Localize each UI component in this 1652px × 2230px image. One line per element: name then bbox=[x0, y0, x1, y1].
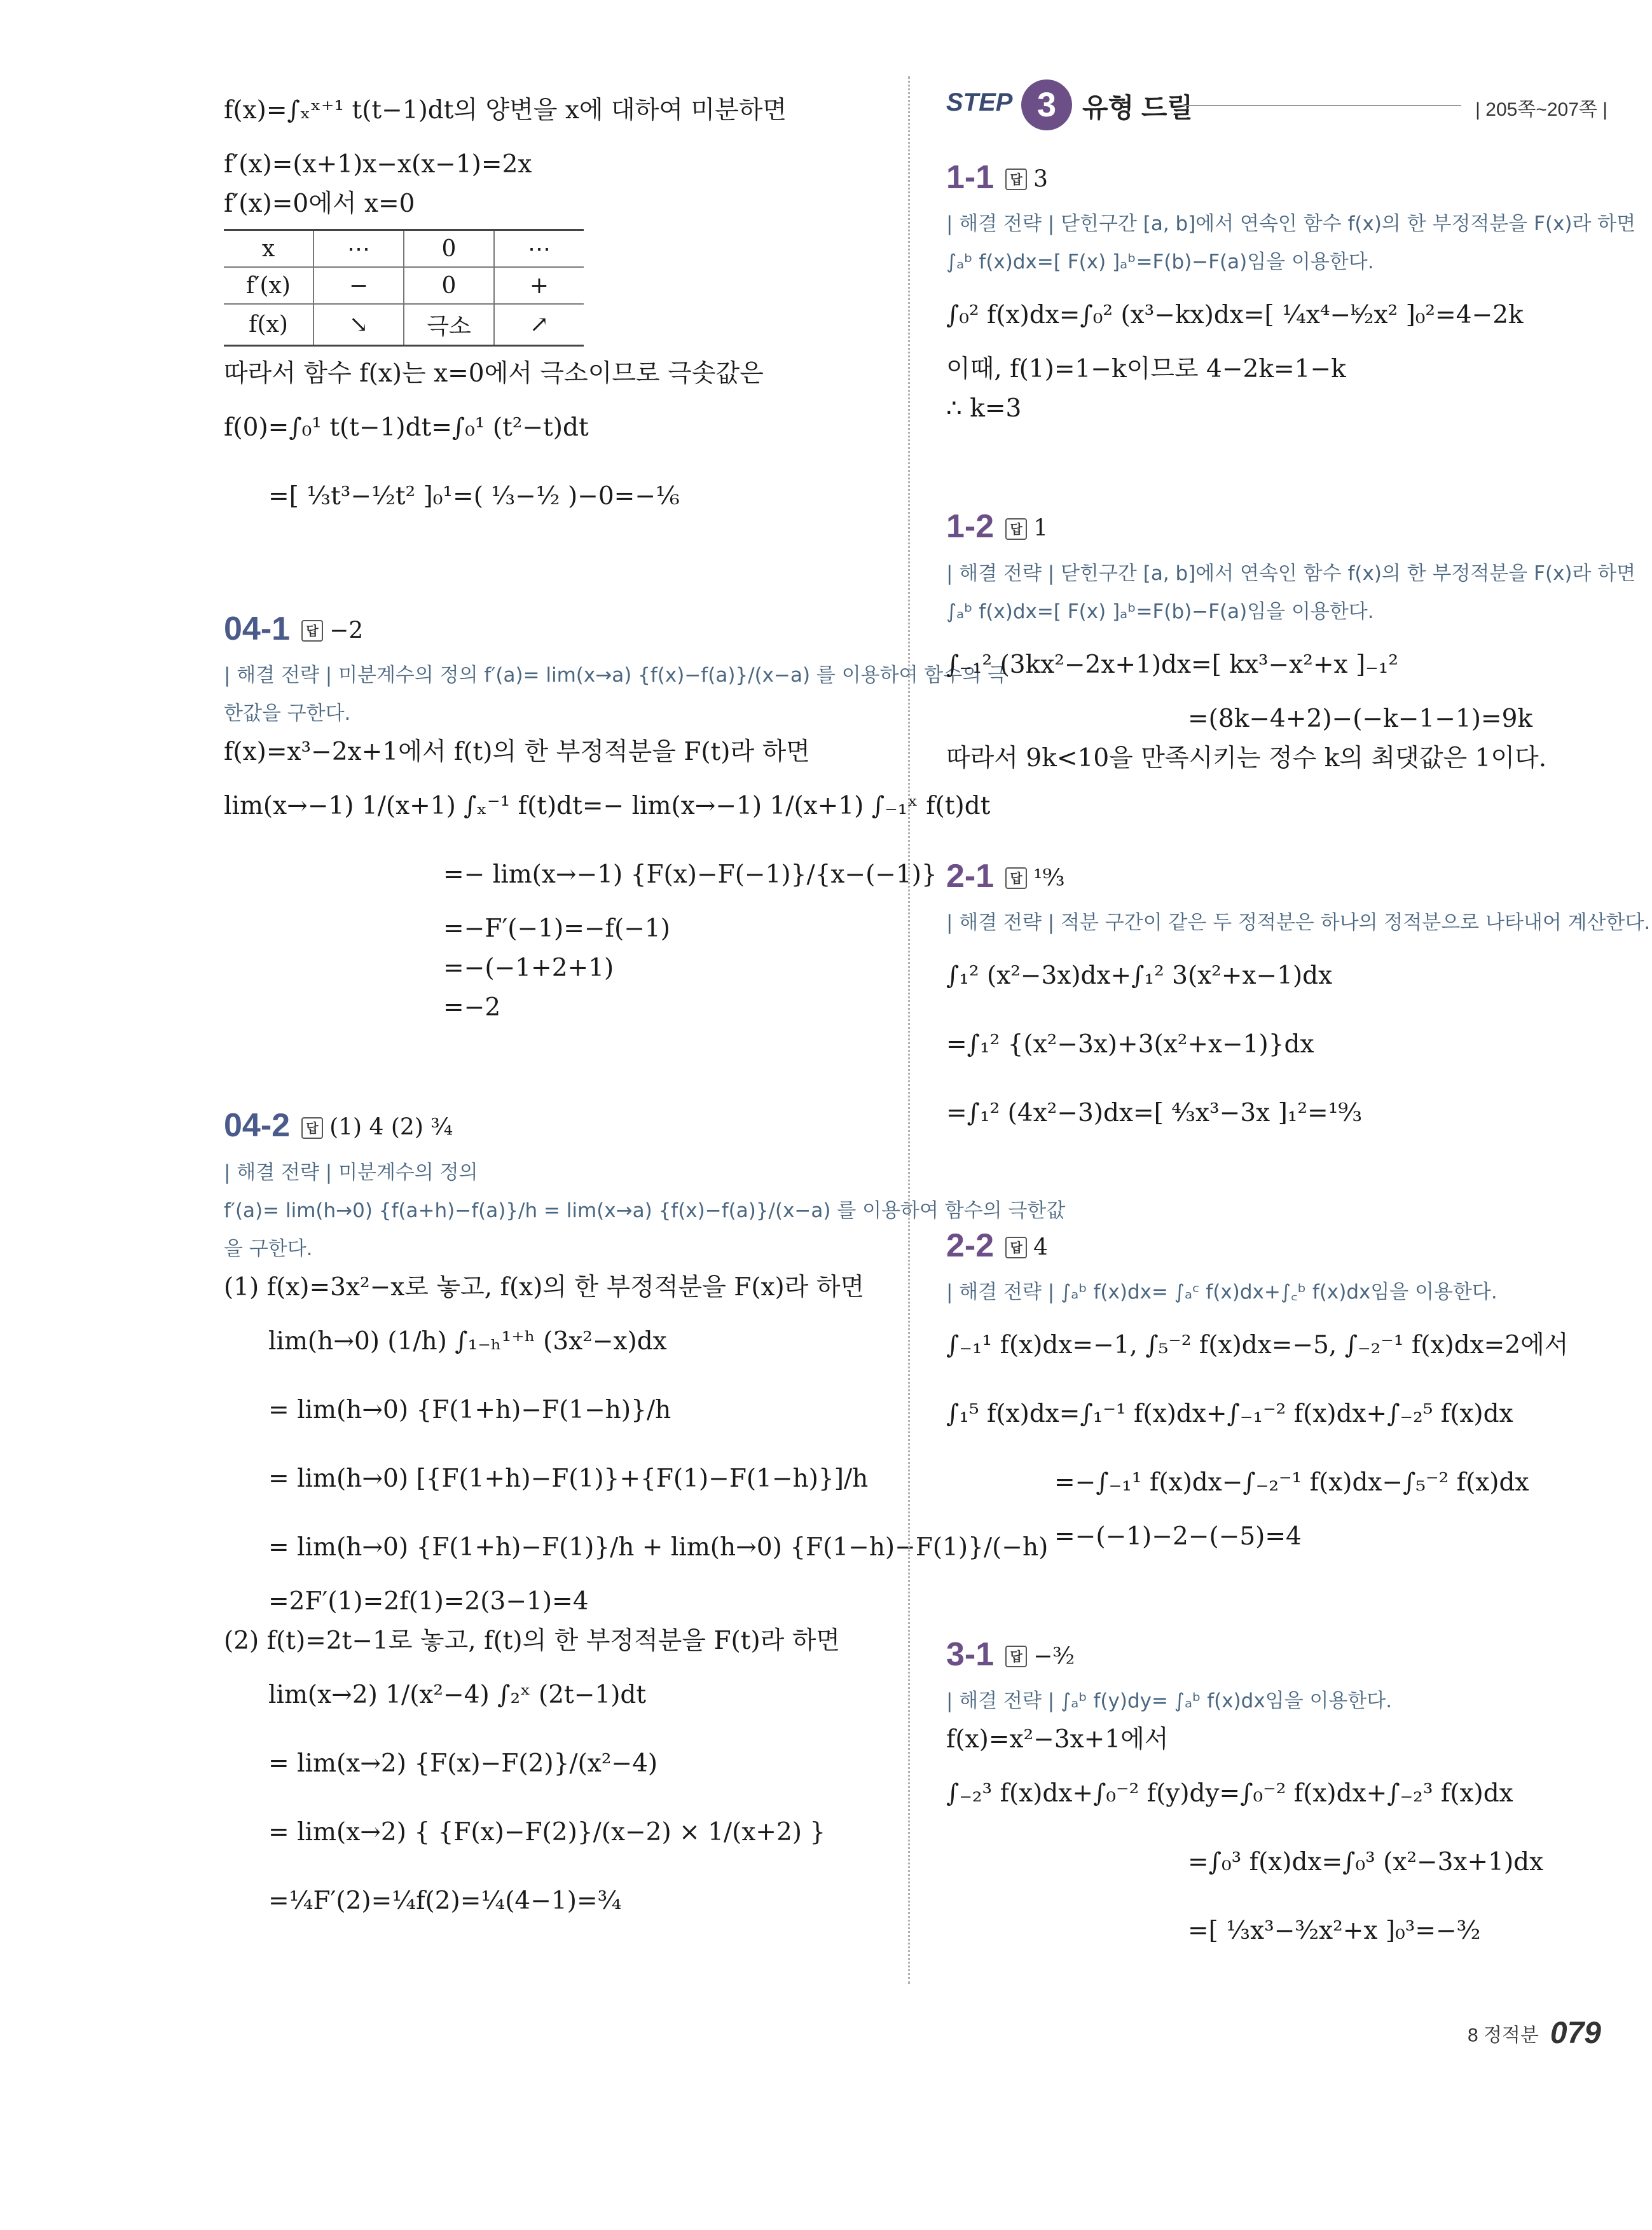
solution-line: f(x)=x³−2x+1에서 f(t)의 한 부정적분을 F(t)라 하면 bbox=[224, 738, 810, 767]
page-number: 079 bbox=[1550, 2016, 1601, 2050]
solution-line: ∫₁² (x²−3x)dx+∫₁² 3(x²+x−1)dx bbox=[946, 961, 1333, 990]
table-cell: f(x) bbox=[224, 304, 313, 346]
table-cell: f′(x) bbox=[224, 267, 313, 304]
page-footer bbox=[1468, 2016, 1601, 2051]
solution-line: =−(−1+2+1) bbox=[443, 954, 614, 983]
table-cell: 0 bbox=[404, 230, 494, 268]
table-cell: ↗ bbox=[494, 304, 584, 346]
strategy-line: | 해결 전략 | 미분계수의 정의 f′(a)= lim(x→a) {f(x)−f(a)}/(x−a) 를 이용하여 함수의 극 bbox=[224, 664, 1007, 687]
solution-line: =[ ¹⁄₃x³−³⁄₂x²+x ]₀³=−³⁄₂ bbox=[1188, 1917, 1481, 1946]
table-cell: x bbox=[224, 230, 313, 268]
strategy-line: ∫ₐᵇ f(x)dx=[ F(x) ]ₐᵇ=F(b)−F(a)임을 이용한다. bbox=[946, 251, 1374, 274]
solution-line: ∫₋₂³ f(x)dx+∫₀⁻² f(y)dy=∫₀⁻² f(x)dx+∫₋₂³ f(x)dx bbox=[946, 1779, 1513, 1808]
problem-04-1-header bbox=[224, 603, 872, 656]
step-word: STEP bbox=[946, 88, 1013, 116]
intro-line-3: f′(x)=0에서 x=0 bbox=[224, 189, 415, 218]
strategy-line: | 해결 전략 | 닫힌구간 [a, b]에서 연속인 함수 f(x)의 한 부정적분을 F(x)라 하면 bbox=[946, 212, 1636, 236]
answer-icon: 답 bbox=[1005, 169, 1027, 190]
after-table-text: 따라서 함수 f(x)는 x=0에서 극소이므로 극솟값은 bbox=[224, 359, 764, 388]
solution-line: = lim(x→2) {F(x)−F(2)}/(x²−4) bbox=[268, 1749, 658, 1778]
solution-line: =−∫₋₁¹ f(x)dx−∫₋₂⁻¹ f(x)dx−∫₅⁻² f(x)dx bbox=[1054, 1468, 1529, 1497]
solution-line: =−F′(−1)=−f(−1) bbox=[443, 914, 670, 944]
part-2-intro: (2) f(t)=2t−1로 놓고, f(t)의 한 부정적분을 F(t)라 하면 bbox=[224, 1626, 841, 1655]
strategy-line: | 해결 전략 | ∫ₐᵇ f(x)dx= ∫ₐᶜ f(x)dx+∫꜀ᵇ f(x)dx임을 이용한다. bbox=[946, 1281, 1497, 1304]
problem-1-1-header bbox=[946, 152, 1607, 205]
answer-icon: 답 bbox=[1005, 867, 1027, 889]
table-cell: 0 bbox=[404, 267, 494, 304]
strategy-line: 을 구한다. bbox=[224, 1237, 313, 1260]
strategy-line: | 해결 전략 | 적분 구간이 같은 두 정적분은 하나의 정적분으로 나타내어 계산한다. bbox=[946, 911, 1651, 934]
problem-04-2-header bbox=[224, 1100, 872, 1153]
solution-line: =∫₀³ f(x)dx=∫₀³ (x²−3x+1)dx bbox=[1188, 1848, 1544, 1877]
strategy-line: 한값을 구한다. bbox=[224, 702, 351, 726]
sign-table bbox=[224, 229, 584, 347]
problem-label: 04-2 bbox=[224, 1107, 291, 1145]
column-divider bbox=[908, 76, 910, 1984]
solution-line: =∫₁² (4x²−3)dx=[ ⁴⁄₃x³−3x ]₁²=¹⁹⁄₃ bbox=[946, 1098, 1363, 1127]
step-number-badge: 3 bbox=[1021, 79, 1072, 130]
solution-line: lim(x→−1) 1/(x+1) ∫ₓ⁻¹ f(t)dt=− lim(x→−1) 1/(x+1) ∫₋₁ˣ f(t)dt bbox=[224, 792, 991, 821]
answer-icon: 답 bbox=[1005, 1237, 1027, 1258]
answer-value: −2 bbox=[329, 617, 364, 644]
intro-line-1: f(x)=∫ₓˣ⁺¹ t(t−1)dt의 양변을 x에 대하여 미분하면 bbox=[224, 96, 787, 125]
table-cell: − bbox=[313, 267, 404, 304]
problem-label: 3-1 bbox=[946, 1636, 995, 1674]
f0-line-2: =[ ¹⁄₃t³−¹⁄₂t² ]₀¹=( ¹⁄₃−¹⁄₂ )−0=−¹⁄₆ bbox=[268, 482, 680, 511]
intro-line-2: f′(x)=(x+1)x−x(x−1)=2x bbox=[224, 150, 532, 179]
answer-value: 3 bbox=[1033, 166, 1049, 193]
strategy-line: ∫ₐᵇ f(x)dx=[ F(x) ]ₐᵇ=F(b)−F(a)임을 이용한다. bbox=[946, 600, 1374, 623]
answer-icon: 답 bbox=[301, 620, 323, 642]
solution-line: = lim(h→0) {F(1+h)−F(1)}/h + lim(h→0) {F(1−h)−F(1)}/(−h) bbox=[268, 1532, 1049, 1562]
answer-value: −³⁄₂ bbox=[1033, 1643, 1075, 1670]
table-cell: ↘ bbox=[313, 304, 404, 346]
solution-line: ∫₋₁¹ f(x)dx=−1, ∫₅⁻² f(x)dx=−5, ∫₋₂⁻¹ f(x)dx=2에서 bbox=[946, 1331, 1569, 1360]
solution-line: ∫₁⁵ f(x)dx=∫₁⁻¹ f(x)dx+∫₋₁⁻² f(x)dx+∫₋₂⁵ f(x)dx bbox=[946, 1400, 1513, 1429]
solution-line: ∫₀² f(x)dx=∫₀² (x³−kx)dx=[ ¹⁄₄x⁴−ᵏ⁄₂x² ]₀²=4−2k bbox=[946, 301, 1524, 330]
problem-label: 1-2 bbox=[946, 508, 995, 546]
solution-line: f(x)=x²−3x+1에서 bbox=[946, 1725, 1169, 1754]
f0-line-1: f(0)=∫₀¹ t(t−1)dt=∫₀¹ (t²−t)dt bbox=[224, 413, 589, 442]
table-cell: ⋯ bbox=[494, 230, 584, 268]
solution-line: = lim(h→0) {F(1+h)−F(1−h)}/h bbox=[268, 1395, 671, 1424]
solution-line: =2F′(1)=2f(1)=2(3−1)=4 bbox=[268, 1586, 589, 1616]
answer-value: ¹⁹⁄₃ bbox=[1033, 864, 1065, 891]
solution-line: 이때, f(1)=1−k이므로 4−2k=1−k bbox=[946, 355, 1346, 384]
step-title: 유형 드릴 bbox=[1082, 93, 1193, 123]
solution-line: =(8k−4+2)−(−k−1−1)=9k bbox=[1188, 704, 1533, 733]
problem-label: 2-2 bbox=[946, 1227, 995, 1264]
answer-icon: 답 bbox=[1005, 1646, 1027, 1667]
strategy-line: | 해결 전략 | ∫ₐᵇ f(y)dy= ∫ₐᵇ f(x)dx임을 이용한다. bbox=[946, 1690, 1393, 1713]
solution-line: ∴ k=3 bbox=[946, 394, 1022, 423]
solution-line: lim(x→2) 1/(x²−4) ∫₂ˣ (2t−1)dt bbox=[268, 1680, 647, 1709]
answer-icon: 답 bbox=[1005, 518, 1027, 540]
right-column bbox=[946, 143, 1651, 1965]
problem-3-1-header bbox=[946, 1629, 1607, 1682]
solution-line: =∫₁² {(x²−3x)+3(x²+x−1)}dx bbox=[946, 1029, 1314, 1059]
step-page-range: | 205쪽~207쪽 | bbox=[1475, 99, 1607, 120]
table-cell: ⋯ bbox=[313, 230, 404, 268]
problem-label: 2-1 bbox=[946, 857, 995, 895]
solution-line: =−2 bbox=[443, 993, 501, 1022]
solution-line: = lim(h→0) [{F(1+h)−F(1)}+{F(1)−F(1−h)}]/h bbox=[268, 1464, 869, 1493]
problem-label: 04-1 bbox=[224, 610, 291, 647]
solution-line: = lim(x→2) { {F(x)−F(2)}/(x−2) × 1/(x+2) } bbox=[268, 1817, 826, 1847]
chapter-label: 8 정적분 bbox=[1467, 2025, 1539, 2046]
solution-line: lim(h→0) (1/h) ∫₁₋ₕ¹⁺ʰ (3x²−x)dx bbox=[268, 1326, 667, 1356]
solution-line: ∫₋₁² (3kx²−2x+1)dx=[ kx³−x²+x ]₋₁² bbox=[946, 650, 1399, 679]
problem-2-1-header bbox=[946, 851, 1607, 904]
problem-2-2-header bbox=[946, 1220, 1607, 1273]
table-cell: + bbox=[494, 267, 584, 304]
solution-line: 따라서 9k<10을 만족시키는 정수 k의 최댓값은 1이다. bbox=[946, 743, 1547, 773]
solution-line: =−(−1)−2−(−5)=4 bbox=[1054, 1522, 1302, 1552]
answer-value: 1 bbox=[1033, 515, 1049, 542]
strategy-line: f′(a)= lim(h→0) {f(a+h)−f(a)}/h = lim(x→a) {f(x)−f(a)}/(x−a) 를 이용하여 함수의 극한값 bbox=[224, 1199, 1066, 1222]
answer-value: 4 bbox=[1033, 1234, 1049, 1261]
problem-label: 1-1 bbox=[946, 159, 995, 196]
table-cell: 극소 bbox=[404, 304, 494, 346]
problem-1-2-header bbox=[946, 501, 1607, 554]
answer-icon: 답 bbox=[301, 1117, 323, 1139]
strategy-line: | 해결 전략 | 닫힌구간 [a, b]에서 연속인 함수 f(x)의 한 부정적분을 F(x)라 하면 bbox=[946, 561, 1636, 585]
solution-line: =¹⁄₄F′(2)=¹⁄₄f(2)=¹⁄₄(4−1)=³⁄₄ bbox=[268, 1886, 622, 1915]
part-1-intro: (1) f(x)=3x²−x로 놓고, f(x)의 한 부정적분을 F(x)라 하면 bbox=[224, 1272, 865, 1302]
step-rule bbox=[1181, 105, 1461, 106]
strategy-line: | 해결 전략 | 미분계수의 정의 bbox=[224, 1160, 478, 1184]
step-header bbox=[946, 79, 1607, 130]
solution-line: =− lim(x→−1) {F(x)−F(−1)}/{x−(−1)} bbox=[443, 860, 937, 890]
answer-value: (1) 4 (2) ³⁄₄ bbox=[329, 1114, 453, 1141]
